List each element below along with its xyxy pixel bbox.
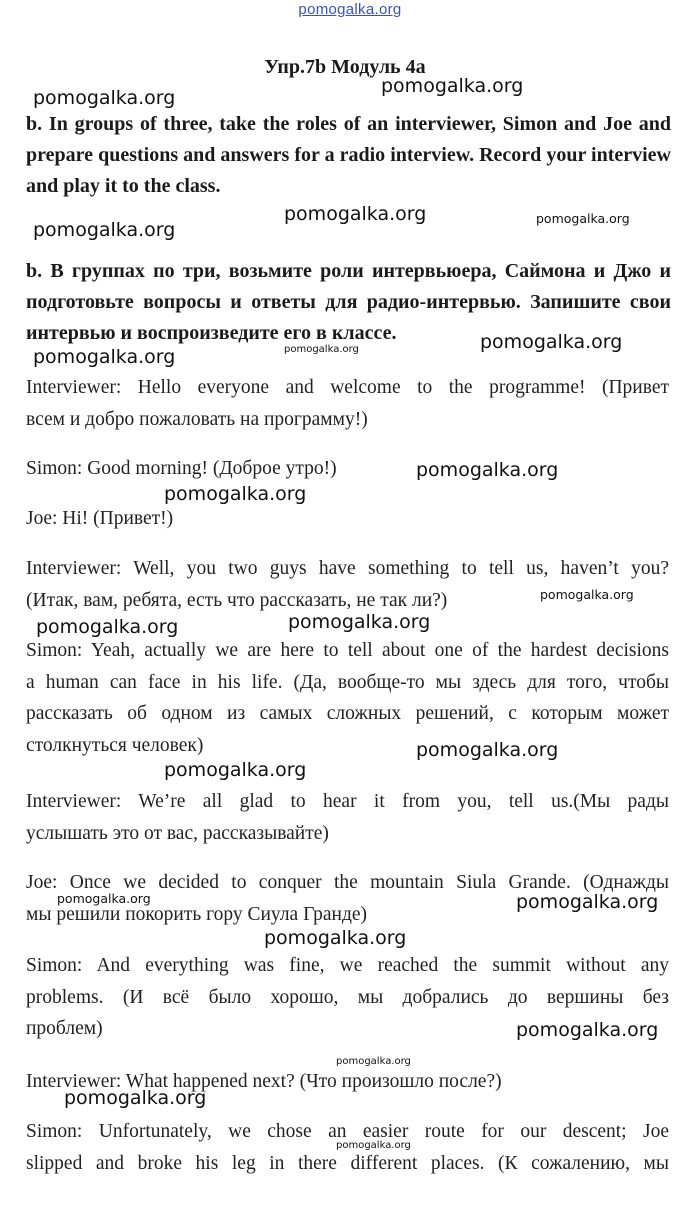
dialogue-interviewer-welcome: [26, 372, 669, 435]
watermark: pomogalka.org: [33, 219, 176, 241]
dialogue-line: a human can face in his life. (Да, вообще-то мы здесь для того, чтобы: [26, 671, 669, 693]
dialogue-joe-greeting: [26, 503, 669, 535]
dialogue-line: мы решили покорить гору Сиула Гранде): [26, 903, 368, 925]
dialogue-line: всем и добро пожаловать на программу!): [26, 408, 368, 430]
page-title: Упр.7b Модуль 4а: [264, 56, 426, 78]
watermark: pomogalka.org: [516, 891, 659, 913]
watermark: pomogalka.org: [416, 739, 559, 761]
dialogue-line: рассказать об одном из самых сложных решений, с которым может: [26, 703, 669, 724]
watermark: pomogalka.org: [64, 1087, 207, 1109]
dialogue-line: Interviewer: Well, you two guys have something to tell us, haven’t you?: [26, 558, 669, 579]
source-link[interactable]: pomogalka.org: [298, 1, 402, 18]
dialogue-line: Joe: Hi! (Привет!): [26, 508, 174, 529]
watermark: pomogalka.org: [284, 344, 359, 355]
dialogue-line: slipped and broke his leg in there different places. (К сожалению, мы: [26, 1152, 669, 1174]
watermark: pomogalka.org: [536, 211, 630, 226]
dialogue-line: (Итак, вам, ребята, есть что рассказать, не так ли?): [26, 589, 448, 611]
dialogue-interviewer-question: [26, 553, 669, 616]
watermark: pomogalka.org: [480, 331, 623, 353]
watermark: pomogalka.org: [288, 611, 431, 633]
watermark: pomogalka.org: [33, 87, 176, 109]
watermark: pomogalka.org: [33, 346, 176, 368]
watermark: pomogalka.org: [516, 1019, 659, 1041]
watermark: pomogalka.org: [336, 1140, 411, 1151]
task-english: b. In groups of three, take the roles of an interviewer, Simon and Joe and prepare questions and answers for a radio interview. Record your interview and play it to the class.: [26, 113, 671, 197]
watermark: pomogalka.org: [540, 587, 634, 602]
dialogue-line: Interviewer: We’re all glad to hear it from you, tell us.(Мы рады: [26, 791, 669, 812]
dialogue-line: Interviewer: Hello everyone and welcome to the programme! (Привет: [26, 377, 669, 398]
dialogue-line: столкнуться человек): [26, 734, 204, 756]
task-russian: b. В группах по три, возьмите роли интервьюера, Саймона и Джо и подготовьте вопросы и ответы для радио-интервью. Запишите свои интервью и воспроизведите его в классе.: [26, 260, 671, 344]
dialogue-line: услышать это от вас, рассказывайте): [26, 822, 329, 844]
watermark: pomogalka.org: [336, 1056, 411, 1067]
watermark: pomogalka.org: [164, 483, 307, 505]
dialogue-line: проблем): [26, 1018, 103, 1039]
dialogue-line: Simon: Unfortunately, we chose an easier route for our descent; Joe: [26, 1121, 669, 1142]
dialogue-interviewer-glad: [26, 786, 669, 849]
watermark: pomogalka.org: [57, 891, 151, 906]
watermark: pomogalka.org: [284, 203, 427, 225]
watermark: pomogalka.org: [381, 75, 524, 97]
dialogue-line: Interviewer: What happened next? (Что произошло после?): [26, 1071, 502, 1092]
dialogue-line: Simon: And everything was fine, we reached the summit without any: [26, 955, 669, 976]
dialogue-line: Simon: Good morning! (Доброе утро!): [26, 458, 337, 479]
dialogue-line: Joe: Once we decided to conquer the mountain Siula Grande. (Однажды: [26, 872, 669, 893]
dialogue-simon-hardest-decision: [26, 635, 669, 761]
watermark: pomogalka.org: [36, 616, 179, 638]
dialogue-line: problems. (И всё было хорошо, мы добрались до вершины без: [26, 986, 669, 1008]
watermark: pomogalka.org: [416, 459, 559, 481]
watermark: pomogalka.org: [264, 927, 407, 949]
dialogue-line: Simon: Yeah, actually we are here to tell about one of the hardest decisions: [26, 640, 669, 661]
dialogue-simon-greeting: [26, 453, 669, 485]
watermark: pomogalka.org: [164, 759, 307, 781]
